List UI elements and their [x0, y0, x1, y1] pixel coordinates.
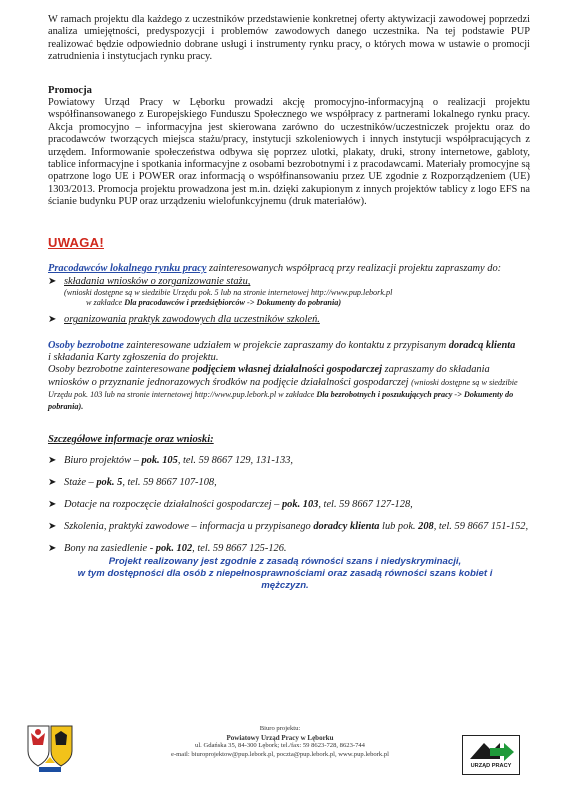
details-item-text — [64, 477, 217, 489]
uwaga-heading: UWAGA! — [48, 235, 104, 250]
urzad-pracy-logo — [462, 735, 520, 775]
unemployed-note-bold: Dla bezrobotnych i poszukujących pracy -> Dokumenty do pobrania). — [48, 389, 514, 412]
footer-address — [140, 725, 420, 759]
details-section — [48, 433, 530, 560]
item-phone: , tel. 59 8667 127-128, — [318, 498, 413, 510]
details-item — [48, 494, 530, 516]
details-list — [48, 450, 530, 560]
details-heading: Szczegółowe informacje oraz wnioski: — [48, 434, 214, 445]
item-phone: , tel. 59 8667 129, 131-133, — [177, 454, 293, 466]
footer-line-1: Biuro projektu: — [259, 725, 301, 732]
arrow-bullet-icon: ➤ — [48, 477, 57, 488]
unemployed-text1: zainteresowane udziałem w projekcie zapraszamy do kontaktu z przypisanym — [123, 340, 449, 351]
item-room: pok. 105 — [141, 454, 178, 466]
arrow-bullet-icon: ➤ — [48, 499, 57, 510]
unemployed-text3-rest: zapraszamy do składania wniosków o przyznanie jednorazowych środków na podjęcie działalności gospodarczej — [48, 364, 490, 388]
item-text: Szkolenia, praktyki zawodowe – informacja u przypisanego — [64, 520, 314, 532]
unemployed-paragraph-2 — [48, 364, 530, 413]
footer-line-4: e-mail: biuroprojektow@pup.lebork.pl, poczta@pup.lebork.pl, www.pup.lebork.pl — [171, 750, 389, 758]
unemployed-text1-bold: doradcą klienta — [448, 340, 516, 351]
note-prefix: w zakładce — [86, 298, 125, 308]
intro-paragraph: W ramach projektu dla każdego z uczestników przedstawienie konkretnej oferty aktywizacji zawodowej poprzedzi analiza umiejętności, predyspozycji i problemów zawodowych danego uczestnika. Na tej podstawie PUP realizować będzie odpowiednio dobrane usługi i instrumenty rynku pracy, o których mowa w ustawie o promocji zatrudnienia i instytucjach rynku pracy. — [48, 14, 530, 63]
unemployed-line-1 — [48, 340, 530, 352]
arrow-bullet-icon: ➤ — [48, 521, 57, 532]
item-room: pok. 102 — [155, 542, 193, 554]
employers-lead: Pracodawców lokalnego rynku pracy — [48, 263, 207, 274]
unemployed-section — [48, 340, 530, 413]
employers-item-1-text: składania wniosków o zorganizowanie stażu, — [64, 276, 251, 288]
details-item-text — [64, 499, 413, 511]
details-item-text — [64, 455, 293, 467]
unemployed-text3: Osoby bezrobotne zainteresowane — [48, 364, 193, 376]
unemployed-note: (wnioski dostępne są w siedzibie Urzędu pok. 103 lub na stronie internetowej http://www.pup.lebork.pl w zakładce — [48, 377, 518, 399]
arrow-bullet-icon: ➤ — [48, 276, 57, 288]
details-item-text — [64, 521, 528, 533]
employers-section — [48, 263, 530, 327]
item-text: Bony na zasiedlenie - — [64, 542, 156, 554]
promocja-section — [48, 84, 530, 209]
unemployed-line-2: i składania Karty zgłoszenia do projektu. — [48, 352, 219, 364]
promocja-heading: Promocja — [48, 85, 92, 96]
item-room: pok. 5 — [96, 476, 123, 488]
coat-of-arms-icon — [25, 723, 75, 778]
employers-item-1 — [48, 276, 530, 308]
unemployed-lead: Osoby bezrobotne — [48, 340, 124, 351]
item-text-2: lub pok. — [379, 520, 419, 532]
details-item — [48, 472, 530, 494]
item-phone: , tel. 59 8667 107-108, — [122, 476, 217, 488]
footer-line-3: ul. Gdańska 35, 84-300 Lębork; tel./fax: 59 8623-728, 8623-744 — [195, 742, 365, 750]
item-advisor: doradcy klienta — [313, 520, 380, 532]
note-bold: Dla pracodawców i przedsiębiorców -> Dokumenty do pobrania) — [124, 298, 342, 308]
employers-intro — [48, 263, 530, 275]
footer-line-2: Powiatowy Urząd Pracy w Lęborku — [226, 733, 334, 742]
employers-item-1-note: (wnioski dostępne są w siedzibie Urzędu pok. 5 lub na stronie internetowej http://www.pup.lebork.pl — [64, 288, 393, 298]
employers-item-2 — [48, 314, 530, 326]
details-item — [48, 516, 530, 538]
urzad-pracy-logo-icon — [462, 735, 520, 775]
item-room: 208 — [418, 520, 434, 532]
details-item — [48, 450, 530, 472]
item-text: Staże – — [64, 476, 97, 488]
arrow-bullet-icon: ➤ — [48, 455, 57, 466]
arrow-bullet-icon: ➤ — [48, 314, 57, 326]
item-text: Dotacje na rozpoczęcie działalności gospodarczej – — [64, 498, 282, 510]
logo-label: URZĄD PRACY — [470, 763, 512, 769]
uwaga-section — [48, 234, 530, 252]
unemployed-text3-bold: podjęciem własnej działalności gospodarczej — [192, 364, 383, 376]
arrow-bullet-icon: ➤ — [48, 543, 57, 554]
item-room: pok. 103 — [281, 498, 319, 510]
equality-note — [60, 556, 510, 592]
promocja-paragraph: Powiatowy Urząd Pracy w Lęborku prowadzi akcję promocyjno-informacyjną o realizacji projektu współfinansowanego z Europejskiego Funduszu Społecznego we współpracy z partnerami lokalnego rynku pracy. Akcja promocyjno – informacyjna jest skierowana zarówno do uczestników/uczestniczek projektu oraz do pracodawców tworzących miejsca stażu/pracy, instytucji szkoleniowych i innych instytucji współpracujących z urzędem. Informowanie społeczeństwa odbywa się poprzez ulotki, plakaty, druki, strony internetowe, gabloty, tablice informacyjne i spotkania informacyjne z osobami bezrobotnymi i z pracodawcami. Materiały promocyjne są opatrzone logo UE i POWER oraz informacją o współfinansowaniu przez UE zgodnie z Rozporządzeniem (UE) 1303/2013. Promocja projektu prowadzona jest m.in. dzięki zakupionym z innych projektów tablicy z logo EFS na ścianie budynku PUP oraz urządzeniu wielofunkcyjnemu (druk materiałów). — [48, 97, 530, 208]
employers-item-2-text: organizowania praktyk zawodowych dla uczestników szkoleń. — [64, 314, 320, 326]
equality-line-1: Projekt realizowany jest zgodnie z zasadą równości szans i niedyskryminacji, — [108, 556, 462, 567]
item-phone: , tel. 59 8667 151-152, — [433, 520, 529, 532]
employers-item-1-note2 — [86, 298, 392, 308]
intro-section — [48, 14, 530, 64]
employers-rest: zainteresowanych współpracą przy realizacji projektu zapraszamy do: — [206, 263, 502, 274]
item-phone: , tel. 59 8667 125-126. — [192, 542, 287, 554]
item-text: Biuro projektów – — [64, 454, 142, 466]
details-item-text — [64, 543, 287, 555]
equality-line-2: w tym dostępności dla osób z niepełnosprawnościami oraz zasadą równości szans kobiet i mężczyzn. — [77, 568, 493, 591]
